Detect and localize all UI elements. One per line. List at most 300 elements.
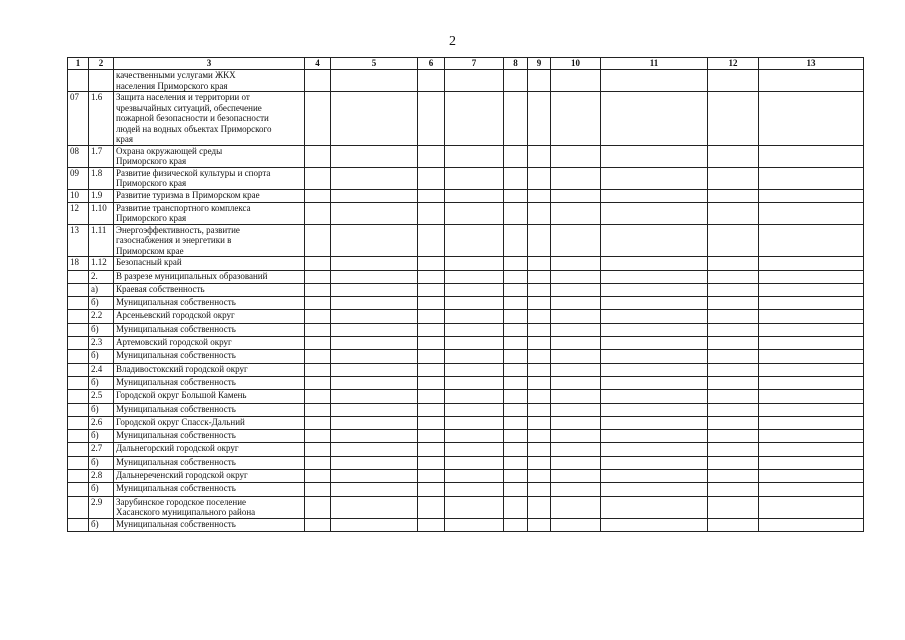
row-number: б) — [89, 323, 114, 336]
empty-cell — [551, 443, 601, 456]
empty-cell — [551, 470, 601, 483]
empty-cell — [305, 430, 331, 443]
empty-cell — [708, 167, 759, 189]
row-description — [114, 270, 305, 283]
table-row — [68, 283, 864, 296]
page-number: 2 — [449, 34, 456, 49]
empty-cell — [708, 224, 759, 257]
row-description — [114, 363, 305, 376]
empty-cell — [445, 456, 504, 469]
empty-cell — [708, 145, 759, 167]
empty-cell — [601, 456, 708, 469]
description-line: В разрезе муниципальных образований — [116, 270, 268, 281]
empty-cell — [601, 145, 708, 167]
table-row — [68, 337, 864, 350]
empty-cell — [601, 283, 708, 296]
empty-cell — [708, 443, 759, 456]
row-number: 1.10 — [89, 202, 114, 224]
empty-cell — [528, 430, 551, 443]
row-code — [68, 297, 89, 310]
table-row — [68, 443, 864, 456]
empty-cell — [331, 416, 418, 429]
empty-cell — [708, 257, 759, 270]
empty-cell — [305, 167, 331, 189]
empty-cell — [305, 70, 331, 92]
empty-cell — [504, 283, 528, 296]
row-code — [68, 270, 89, 283]
empty-cell — [504, 350, 528, 363]
empty-cell — [331, 496, 418, 518]
empty-cell — [528, 376, 551, 389]
description-line: Артемовский городской округ — [116, 337, 232, 348]
row-number: а) — [89, 283, 114, 296]
header-row — [68, 58, 864, 70]
empty-cell — [528, 92, 551, 146]
empty-cell — [708, 350, 759, 363]
empty-cell — [528, 202, 551, 224]
description-line: Муниципальная собственность — [116, 456, 236, 467]
empty-cell — [305, 310, 331, 323]
empty-cell — [445, 270, 504, 283]
empty-cell — [551, 456, 601, 469]
empty-cell — [601, 70, 708, 92]
empty-cell — [528, 416, 551, 429]
empty-cell — [331, 337, 418, 350]
empty-cell — [504, 337, 528, 350]
empty-cell — [305, 189, 331, 202]
empty-cell — [708, 470, 759, 483]
table-row — [68, 416, 864, 429]
empty-cell — [445, 70, 504, 92]
empty-cell — [305, 363, 331, 376]
row-code — [68, 390, 89, 403]
column-header: 8 — [504, 58, 528, 70]
empty-cell — [551, 376, 601, 389]
description-line: Развитие физической культуры и спорта — [116, 167, 271, 178]
column-header: 5 — [331, 58, 418, 70]
empty-cell — [551, 390, 601, 403]
empty-cell — [331, 167, 418, 189]
empty-cell — [551, 350, 601, 363]
row-description — [114, 283, 305, 296]
empty-cell — [528, 167, 551, 189]
row-number: 1.8 — [89, 167, 114, 189]
description-line: Приморского края — [116, 156, 187, 166]
row-number: 2.4 — [89, 363, 114, 376]
empty-cell — [528, 350, 551, 363]
description-line: пожарной безопасности и безопасности — [116, 113, 269, 123]
empty-cell — [331, 443, 418, 456]
empty-cell — [528, 283, 551, 296]
column-header: 7 — [445, 58, 504, 70]
table-row — [68, 145, 864, 167]
empty-cell — [551, 145, 601, 167]
empty-cell — [759, 376, 864, 389]
row-description — [114, 202, 305, 224]
row-code — [68, 70, 89, 92]
empty-cell — [528, 443, 551, 456]
description-line: людей на водных объектах Приморского — [116, 123, 272, 134]
empty-cell — [708, 483, 759, 496]
data-table — [67, 57, 864, 532]
row-number: 1.6 — [89, 92, 114, 146]
empty-cell — [331, 270, 418, 283]
row-description — [114, 92, 305, 146]
description-line: Развитие транспортного комплекса — [116, 202, 251, 213]
empty-cell — [504, 483, 528, 496]
empty-cell — [305, 283, 331, 296]
row-code — [68, 496, 89, 518]
description-line: края — [116, 134, 134, 144]
empty-cell — [331, 483, 418, 496]
empty-cell — [305, 403, 331, 416]
empty-cell — [331, 403, 418, 416]
empty-cell — [759, 390, 864, 403]
empty-cell — [305, 224, 331, 257]
empty-cell — [445, 376, 504, 389]
description-line: Муниципальная собственность — [116, 323, 236, 334]
empty-cell — [331, 310, 418, 323]
empty-cell — [445, 443, 504, 456]
empty-cell — [759, 202, 864, 224]
empty-cell — [708, 337, 759, 350]
empty-cell — [331, 456, 418, 469]
empty-cell — [445, 283, 504, 296]
row-number: 1.11 — [89, 224, 114, 257]
empty-cell — [418, 167, 445, 189]
table-row — [68, 430, 864, 443]
empty-cell — [504, 270, 528, 283]
empty-cell — [551, 202, 601, 224]
row-number: 1.7 — [89, 145, 114, 167]
empty-cell — [418, 310, 445, 323]
table-row — [68, 257, 864, 270]
empty-cell — [504, 145, 528, 167]
empty-cell — [418, 224, 445, 257]
empty-cell — [504, 363, 528, 376]
empty-cell — [708, 270, 759, 283]
table-row — [68, 224, 864, 257]
description-line: Владивостокский городской округ — [116, 363, 248, 374]
table-row — [68, 483, 864, 496]
empty-cell — [504, 390, 528, 403]
row-code: 10 — [68, 189, 89, 202]
row-description — [114, 376, 305, 389]
empty-cell — [445, 145, 504, 167]
empty-cell — [305, 443, 331, 456]
description-line: Энергоэффективность, развитие — [116, 224, 240, 235]
empty-cell — [504, 443, 528, 456]
empty-cell — [708, 430, 759, 443]
empty-cell — [418, 443, 445, 456]
empty-cell — [759, 416, 864, 429]
row-description — [114, 337, 305, 350]
empty-cell — [708, 323, 759, 336]
row-code: 08 — [68, 145, 89, 167]
empty-cell — [551, 92, 601, 146]
description-line: Приморского края — [116, 178, 187, 188]
empty-cell — [504, 323, 528, 336]
empty-cell — [601, 323, 708, 336]
row-code: 18 — [68, 257, 89, 270]
empty-cell — [528, 496, 551, 518]
row-number: б) — [89, 403, 114, 416]
empty-cell — [305, 416, 331, 429]
empty-cell — [759, 363, 864, 376]
empty-cell — [418, 416, 445, 429]
empty-cell — [528, 224, 551, 257]
empty-cell — [759, 70, 864, 92]
empty-cell — [445, 323, 504, 336]
empty-cell — [418, 257, 445, 270]
empty-cell — [504, 92, 528, 146]
empty-cell — [445, 224, 504, 257]
description-line: Приморском крае — [116, 245, 184, 256]
description-line: Безопасный край — [116, 257, 182, 268]
empty-cell — [759, 189, 864, 202]
description-line: Городской округ Большой Камень — [116, 390, 247, 401]
empty-cell — [759, 92, 864, 146]
empty-cell — [759, 496, 864, 518]
empty-cell — [528, 390, 551, 403]
empty-cell — [601, 430, 708, 443]
empty-cell — [305, 470, 331, 483]
empty-cell — [601, 167, 708, 189]
row-number: 1.9 — [89, 189, 114, 202]
empty-cell — [708, 416, 759, 429]
empty-cell — [445, 189, 504, 202]
empty-cell — [305, 518, 331, 531]
description-line: населения Приморского края — [116, 80, 228, 91]
empty-cell — [528, 189, 551, 202]
row-description — [114, 443, 305, 456]
empty-cell — [528, 297, 551, 310]
row-description — [114, 403, 305, 416]
description-line: Зарубинское городское поселение — [116, 496, 247, 507]
empty-cell — [504, 518, 528, 531]
row-code — [68, 456, 89, 469]
column-header: 6 — [418, 58, 445, 70]
row-description — [114, 390, 305, 403]
row-code — [68, 310, 89, 323]
empty-cell — [708, 297, 759, 310]
row-description — [114, 470, 305, 483]
empty-cell — [331, 470, 418, 483]
row-number: 2.9 — [89, 496, 114, 518]
empty-cell — [759, 470, 864, 483]
table-row — [68, 496, 864, 518]
description-line: Муниципальная собственность — [116, 350, 236, 361]
empty-cell — [759, 270, 864, 283]
empty-cell — [759, 518, 864, 531]
row-code — [68, 443, 89, 456]
empty-cell — [504, 430, 528, 443]
row-number: 2.2 — [89, 310, 114, 323]
empty-cell — [445, 297, 504, 310]
description-line: Охрана окружающей среды — [116, 145, 223, 156]
empty-cell — [504, 297, 528, 310]
empty-cell — [445, 470, 504, 483]
table-row — [68, 310, 864, 323]
empty-cell — [418, 350, 445, 363]
empty-cell — [601, 518, 708, 531]
row-code: 13 — [68, 224, 89, 257]
empty-cell — [504, 376, 528, 389]
row-code — [68, 416, 89, 429]
empty-cell — [445, 257, 504, 270]
description-line: Дальнегорский городской округ — [116, 443, 239, 454]
row-number: б) — [89, 350, 114, 363]
empty-cell — [528, 310, 551, 323]
empty-cell — [305, 337, 331, 350]
empty-cell — [528, 270, 551, 283]
row-description — [114, 189, 305, 202]
empty-cell — [528, 323, 551, 336]
empty-cell — [601, 310, 708, 323]
empty-cell — [418, 430, 445, 443]
empty-cell — [759, 297, 864, 310]
empty-cell — [418, 202, 445, 224]
description-line: Муниципальная собственность — [116, 430, 236, 441]
row-number: 1.12 — [89, 257, 114, 270]
empty-cell — [601, 443, 708, 456]
empty-cell — [305, 350, 331, 363]
empty-cell — [759, 167, 864, 189]
empty-cell — [601, 363, 708, 376]
empty-cell — [551, 283, 601, 296]
empty-cell — [759, 443, 864, 456]
description-line: Приморского края — [116, 213, 187, 224]
table-row — [68, 376, 864, 389]
empty-cell — [551, 310, 601, 323]
empty-cell — [305, 323, 331, 336]
empty-cell — [445, 390, 504, 403]
empty-cell — [504, 310, 528, 323]
row-code — [68, 337, 89, 350]
empty-cell — [445, 416, 504, 429]
empty-cell — [551, 257, 601, 270]
empty-cell — [759, 310, 864, 323]
description-line: Муниципальная собственность — [116, 297, 236, 308]
empty-cell — [759, 145, 864, 167]
row-number: 2.6 — [89, 416, 114, 429]
description-line: Хасанского муниципального района — [116, 507, 256, 518]
empty-cell — [331, 145, 418, 167]
empty-cell — [708, 496, 759, 518]
empty-cell — [528, 337, 551, 350]
empty-cell — [601, 257, 708, 270]
empty-cell — [445, 350, 504, 363]
row-number: б) — [89, 518, 114, 531]
empty-cell — [601, 496, 708, 518]
empty-cell — [418, 376, 445, 389]
empty-cell — [331, 202, 418, 224]
empty-cell — [551, 518, 601, 531]
empty-cell — [551, 70, 601, 92]
empty-cell — [418, 483, 445, 496]
empty-cell — [601, 350, 708, 363]
row-number: 2.8 — [89, 470, 114, 483]
empty-cell — [504, 167, 528, 189]
table-row — [68, 270, 864, 283]
row-description — [114, 145, 305, 167]
empty-cell — [305, 92, 331, 146]
empty-cell — [331, 323, 418, 336]
empty-cell — [305, 202, 331, 224]
empty-cell — [759, 456, 864, 469]
description-line: Арсеньевский городской округ — [116, 310, 235, 321]
empty-cell — [305, 145, 331, 167]
row-number — [89, 70, 114, 92]
row-number: 2. — [89, 270, 114, 283]
empty-cell — [708, 92, 759, 146]
empty-cell — [528, 403, 551, 416]
empty-cell — [601, 92, 708, 146]
empty-cell — [759, 350, 864, 363]
empty-cell — [504, 224, 528, 257]
column-header: 2 — [89, 58, 114, 70]
empty-cell — [759, 283, 864, 296]
column-header: 10 — [551, 58, 601, 70]
description-line: качественными услугами ЖКХ — [116, 70, 236, 80]
empty-cell — [305, 390, 331, 403]
empty-cell — [504, 470, 528, 483]
empty-cell — [504, 202, 528, 224]
column-header: 1 — [68, 58, 89, 70]
empty-cell — [504, 189, 528, 202]
empty-cell — [528, 145, 551, 167]
row-description — [114, 257, 305, 270]
description-line: Муниципальная собственность — [116, 483, 236, 494]
row-code — [68, 376, 89, 389]
empty-cell — [708, 390, 759, 403]
empty-cell — [601, 483, 708, 496]
empty-cell — [551, 337, 601, 350]
empty-cell — [445, 167, 504, 189]
table-row — [68, 189, 864, 202]
table-row — [68, 470, 864, 483]
empty-cell — [445, 202, 504, 224]
row-description — [114, 297, 305, 310]
empty-cell — [445, 92, 504, 146]
empty-cell — [418, 456, 445, 469]
empty-cell — [418, 145, 445, 167]
empty-cell — [331, 350, 418, 363]
empty-cell — [551, 323, 601, 336]
empty-cell — [331, 257, 418, 270]
empty-cell — [601, 376, 708, 389]
empty-cell — [601, 470, 708, 483]
table-row — [68, 202, 864, 224]
row-code — [68, 518, 89, 531]
empty-cell — [331, 430, 418, 443]
empty-cell — [445, 310, 504, 323]
empty-cell — [551, 224, 601, 257]
empty-cell — [708, 189, 759, 202]
row-description — [114, 70, 305, 92]
row-description — [114, 483, 305, 496]
description-line: Краевая собственность — [116, 283, 205, 294]
empty-cell — [418, 323, 445, 336]
empty-cell — [331, 376, 418, 389]
empty-cell — [445, 496, 504, 518]
row-description — [114, 430, 305, 443]
description-line: Защита населения и территории от — [116, 92, 250, 102]
empty-cell — [551, 270, 601, 283]
empty-cell — [418, 92, 445, 146]
empty-cell — [708, 518, 759, 531]
empty-cell — [504, 70, 528, 92]
